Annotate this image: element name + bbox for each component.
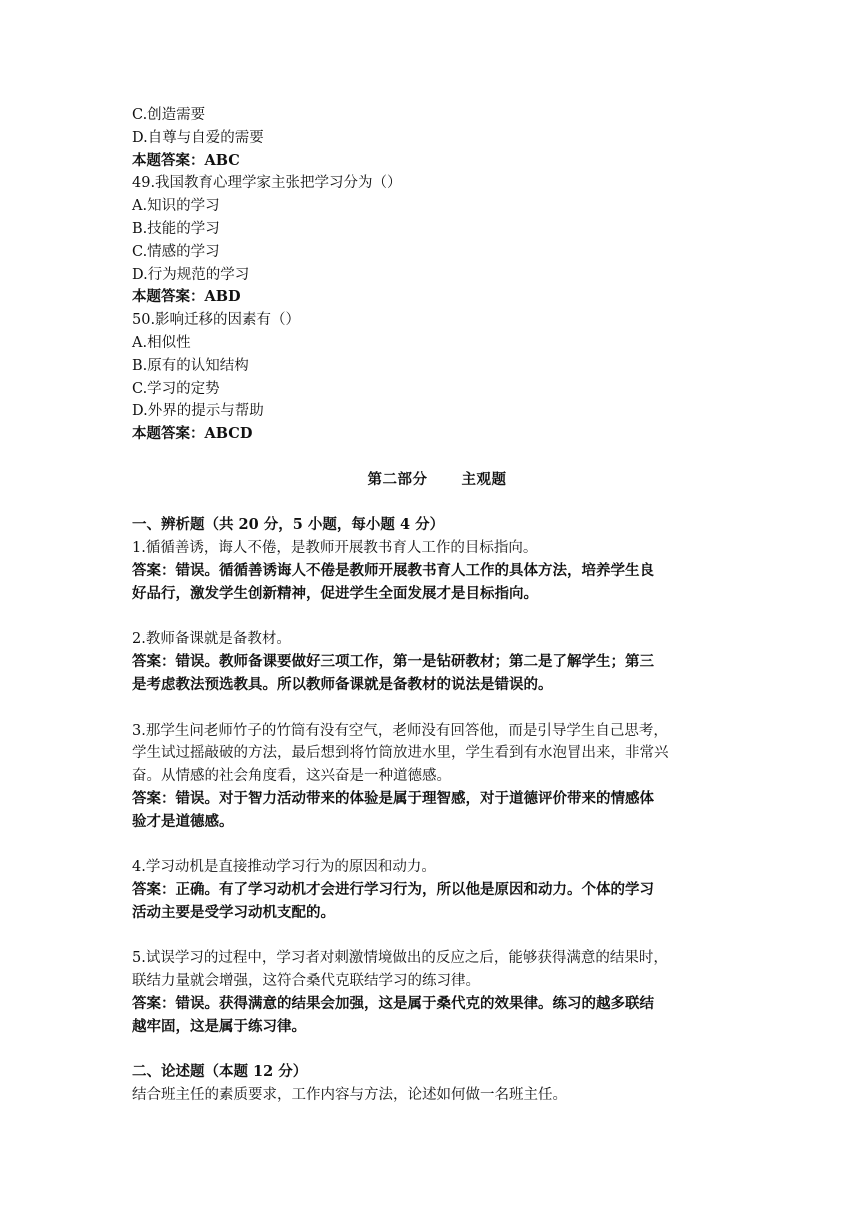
item2-answer-line1: 答案：错误。教师备课要做好三项工作，第一是钻研教材；第二是了解学生；第三 [132,653,654,671]
q49-answer: 本题答案：ABD [132,288,241,306]
item3-answer-line1: 答案：错误。对于智力活动带来的体验是属于理智感，对于道德评价带来的情感体 [132,789,654,807]
q50-option-d: D.外界的提示与帮助 [132,403,264,420]
q49-option-a: A.知识的学习 [132,198,220,215]
item5-question-line2: 联结力量就会增强，这符合桑代克联结学习的练习律。 [132,973,480,990]
q50-answer: 本题答案：ABCD [132,425,253,443]
item2-question: 2.教师备课就是备教材。 [132,631,291,648]
q50-option-a: A.相似性 [132,334,191,351]
item3-question-line1: 3.那学生问老师竹子的竹筒有没有空气，老师没有回答他，而是引导学生自己思考， [132,722,668,739]
item2-answer-line2: 是考虑教法预选教具。所以教师备课就是备教材的说法是错误的。 [132,675,553,693]
section2-question: 结合班主任的素质要求，工作内容与方法，论述如何做一名班主任。 [132,1087,567,1104]
item1-answer-line1: 答案：错误。循循善诱诲人不倦是教师开展教书育人工作的具体方法，培养学生良 [132,561,654,579]
item5-question-line1: 5.试误学习的过程中，学习者对刺激情境做出的反应之后，能够获得满意的结果时， [132,950,668,967]
q49-option-b: B.技能的学习 [132,220,220,237]
section2-heading: 二、论述题（本题 12 分） [132,1063,308,1081]
item3-question-line2: 学生试过摇敲破的方法，最后想到将竹筒放进水里，学生看到有水泡冒出来，非常兴 [132,745,669,762]
q50-option-c: C.学习的定势 [132,380,220,397]
item1-question: 1.循循善诱，诲人不倦，是教师开展教书育人工作的目标指向。 [132,540,538,557]
q50-option-b: B.原有的认知结构 [132,357,249,374]
item3-question-line3: 奋。从情感的社会角度看，这兴奋是一种道德感。 [132,768,451,785]
item4-question: 4.学习动机是直接推动学习行为的原因和动力。 [132,859,436,876]
part2-title-left: 第二部分 [367,470,428,488]
q49-option-d: D.行为规范的学习 [132,266,250,283]
item1-answer-line2: 好品行，激发学生创新精神，促进学生全面发展才是目标指向。 [132,584,538,602]
q48-option-c: C.创造需要 [132,107,206,123]
document-page [132,104,742,1107]
part2-title-right: 主观题 [461,470,507,488]
part2-title [132,469,742,492]
q49-option-c: C.情感的学习 [132,243,220,260]
q48-answer: 本题答案：ABC [132,151,240,169]
q50-question: 50.影响迁移的因素有（） [132,312,301,329]
item3-answer-line2: 验才是道德感。 [132,812,234,830]
q49-question: 49.我国教育心理学家主张把学习分为（） [132,175,402,192]
item4-answer-line2: 活动主要是受学习动机支配的。 [132,903,335,921]
q48-option-d: D.自尊与自爱的需要 [132,129,264,146]
item4-answer-line1: 答案：正确。有了学习动机才会进行学习行为，所以他是原因和动力。个体的学习 [132,881,654,899]
item5-answer-line1: 答案：错误。获得满意的结果会加强，这是属于桑代克的效果律。练习的越多联结 [132,995,654,1013]
item5-answer-line2: 越牢固，这是属于练习律。 [132,1017,306,1035]
section1-heading: 一、辨析题（共 20 分，5 小题，每小题 4 分） [132,516,445,534]
